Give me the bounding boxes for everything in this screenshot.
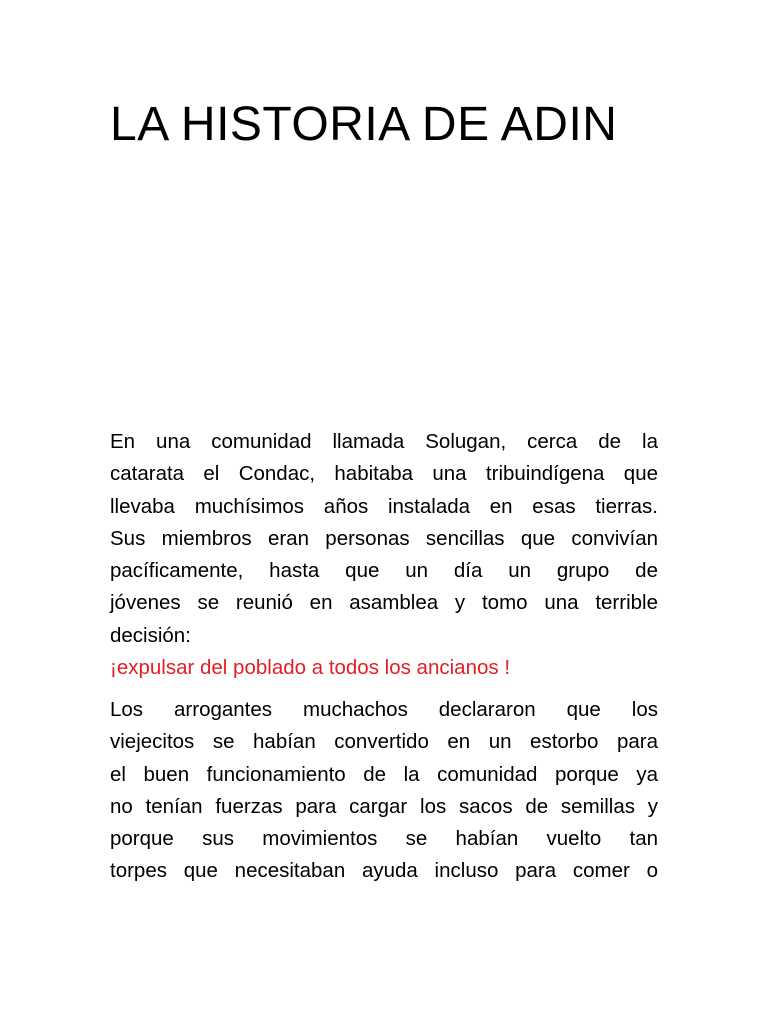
paragraph-line: decisión: <box>110 623 191 647</box>
paragraph-line: torpes que necesitaban ayuda incluso para comer o <box>110 859 658 883</box>
paragraph-line: llevaba muchísimos años instalada en esas tierras. <box>110 494 658 518</box>
paragraph-line: el buen funcionamiento de la comunidad porque ya <box>110 762 658 786</box>
page-title: LA HISTORIA DE ADIN <box>110 98 618 151</box>
paragraph-line: jóvenes se reunió en asamblea y tomo una terrible <box>110 591 658 615</box>
highlight-text: ¡expulsar del poblado a todos los ancianos ! <box>110 656 511 679</box>
paragraph-line: pacíficamente, hasta que un día un grupo de <box>110 559 658 583</box>
paragraph-line: viejecitos se habían convertido en un estorbo para <box>110 730 658 754</box>
paragraph-line: Sus miembros eran personas sencillas que convivían <box>110 526 658 550</box>
paragraph-2 <box>110 694 658 888</box>
paragraph-line: porque sus movimientos se habían vuelto tan <box>110 827 658 851</box>
paragraph-1 <box>110 426 658 652</box>
paragraph-line: no tenían fuerzas para cargar los sacos de semillas y <box>110 794 658 818</box>
paragraph-line: catarata el Condac, habitaba una tribuindígena que <box>110 462 658 486</box>
paragraph-line: Los arrogantes muchachos declararon que los <box>110 698 658 721</box>
paragraph-line: En una comunidad llamada Solugan, cerca de la <box>110 430 658 453</box>
